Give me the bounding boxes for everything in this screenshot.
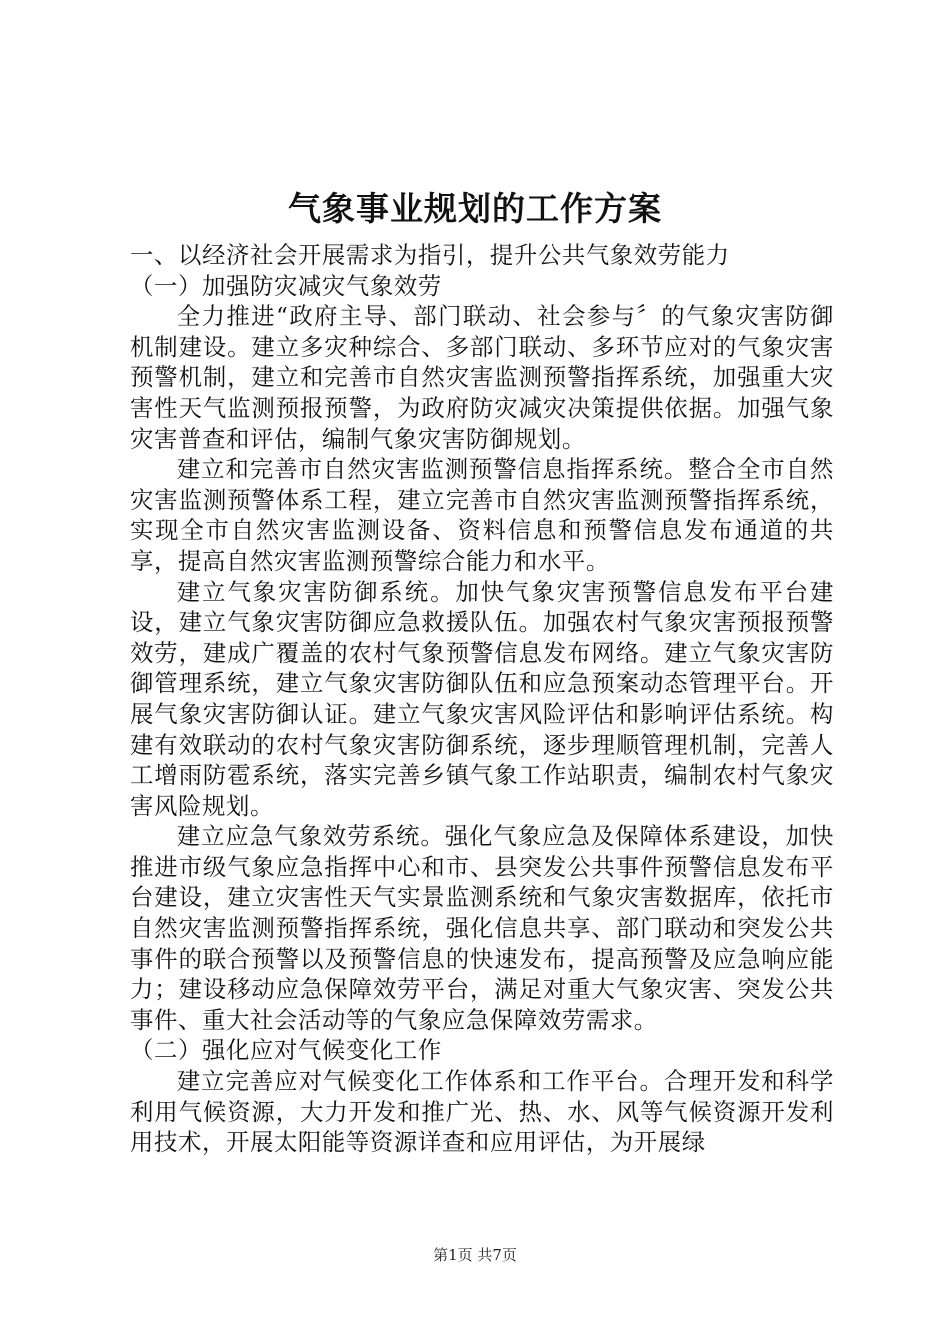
- subsection-heading-1: （一）加强防灾减灾气象效劳: [130, 271, 442, 300]
- section-heading-1: 一、以经济社会开展需求为指引，提升公共气象效劳能力: [130, 241, 730, 269]
- paragraph-monitoring-system: 建立和完善市自然灾害监测预警信息指挥系统。整合全市自然灾害监测预警体系工程，建立完善市自然灾害监测预警指挥系统，实现全市自然灾害监测设备、资料信息和预警信息发布通道的共享，提高自然灾害监测预警综合能力和水平。: [130, 455, 834, 575]
- page-footer: 第1页 共7页: [433, 1246, 517, 1264]
- paragraph-climate-change: 建立完善应对气候变化工作体系和工作平台。合理开发和科学利用气候资源，大力开发和推广光、热、水、风等气候资源开发利用技术，开展太阳能等资源详查和应用评估，为开展绿: [130, 1067, 834, 1157]
- paragraph-emergency-service: 建立应急气象效劳系统。强化气象应急及保障体系建设，加快推进市级气象应急指挥中心和市、县突发公共事件预警信息发布平台建设，建立灾害性天气实景监测系统和气象灾害数据库，依托市自然灾害监测预警指挥系统，强化信息共享、部门联动和突发公共事件的联合预警以及预警信息的快速发布，提高预警及应急响应能力；建设移动应急保障效劳平台，满足对重大气象灾害、突发公共事件、重大社会活动等的气象应急保障效劳需求。: [130, 822, 834, 1034]
- paragraph-disaster-mechanism: 全力推进“政府主导、部门联动、社会参与〞的气象灾害防御机制建设。建立多灾种综合、多部门联动、多环节应对的气象灾害预警机制，建立和完善市自然灾害监测预警指挥系统，加强重大灾害性天气监测预报预警，为政府防灾减灾决策提供依据。加强气象灾害普查和评估，编制气象灾害防御规划。: [130, 302, 834, 453]
- paragraph-defense-system: 建立气象灾害防御系统。加快气象灾害预警信息发布平台建设，建立气象灾害防御应急救援队伍。加强农村气象灾害预报预警效劳，建成广覆盖的农村气象预警信息发布网络。建立气象灾害防御管理系统，建立气象灾害防御队伍和应急预案动态管理平台。开展气象灾害防御认证。建立气象灾害风险评估和影响评估系统。构建有效联动的农村气象灾害防御系统，逐步理顺管理机制，完善人工增雨防雹系统，落实完善乡镇气象工作站职责，编制农村气象灾害风险规划。: [130, 577, 834, 820]
- document-title: 气象事业规划的工作方案: [288, 189, 662, 228]
- subsection-heading-2: （二）强化应对气候变化工作: [130, 1036, 442, 1065]
- document-body: [130, 240, 834, 1158]
